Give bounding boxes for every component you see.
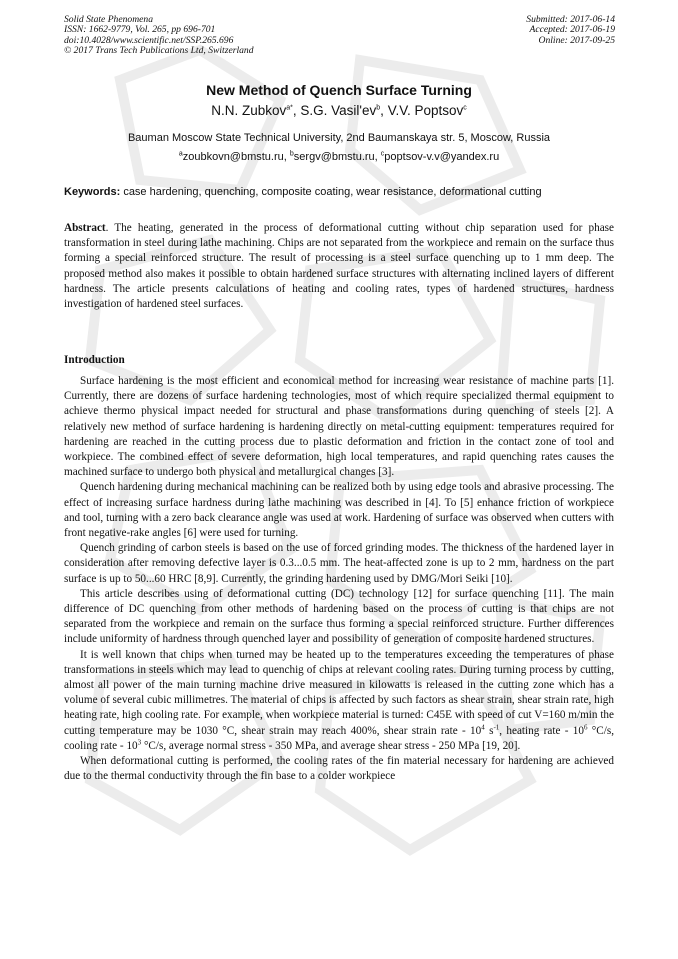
- abstract-text: . The heating, generated in the process of deformational cutting without chip separation used for phase transformation in steel during lathe machining. Chips are not separated from the workpiece and remain on the surface thus forming a special reinforced structure. The result of processing is a steel surface quenching up to 1 mm deep. The proposed method also makes it possible to obtain hardened surface structures with alternating inclined layers of different hardness. The article presents calculations of heating and cooling rates, types of hardened structures, hardness investigation of hardened steel surfaces.: [64, 222, 614, 311]
- author-name: V.V. Poptsov: [387, 103, 464, 118]
- email-separator: ,: [374, 151, 381, 163]
- email-sup: a: [178, 150, 183, 158]
- paragraph: Quench grinding of carbon steels is based on the use of forced grinding modes. The thickness of the hardened layer in consideration after removing defective layer is 0.3...0.5 mm. The heat-affected zone is up to 2 mm, hardness on the part surface is up to 50...60 HRC [8,9]. Currently, the grinding hardening used by DMG/Mori Seiki [10].: [64, 542, 614, 585]
- email-address[interactable]: zoubkovn@bmstu.ru: [182, 151, 284, 163]
- email-address[interactable]: poptsov-v.v@yandex.ru: [384, 151, 500, 163]
- paragraph: Surface hardening is the most efficient and economical method for increasing wear resistance of machine parts [1]. Currently, there are dozens of surface hardening technologies, most of which require specialized thermal equipment to achieve thermo physical impact needed for structural and phase transformations during quenching of steels [2]. A relatively new method of surface hardening is hardening directly on metal-cutting equipment: temperatures required for hardening are reached in the cutting process due to plastic deformation and friction in the contact zone of tool and workpiece. The combined effect of severe deformation, high local temperatures, and rapid quenching rates causes the machined surface to undergo both physical and metallurgical changes [3].: [64, 375, 614, 479]
- author-separator: ,: [380, 103, 388, 118]
- paragraph: [64, 648, 614, 754]
- abstract: [64, 221, 614, 312]
- author-name: S.G. Vasil'ev: [300, 103, 377, 118]
- issn: ISSN: 1662-9779, Vol. 265, pp 696-701: [64, 24, 216, 36]
- text-run: s: [484, 724, 494, 737]
- email-list: [0, 151, 678, 163]
- paper-title: New Method of Quench Surface Turning: [206, 82, 472, 98]
- keywords-label: Keywords:: [64, 186, 121, 198]
- author-list: [0, 103, 678, 118]
- author-name: N.N. Zubkov: [211, 103, 287, 118]
- email-address[interactable]: sergv@bmstu.ru: [293, 151, 375, 163]
- journal-info: [64, 15, 254, 57]
- paragraph: When deformational cutting is performed, the cooling rates of the fin material necessary for hardening are achieved due to the thermal conductivity through the fin base to a colder workpiece: [64, 755, 614, 783]
- superscript: -1: [493, 722, 500, 731]
- email-sup: b: [289, 150, 294, 158]
- superscript: 4: [481, 722, 485, 731]
- text-run: °C/s, average normal stress - 350 MPa, and average shear stress - 250 MPa [19, 20].: [141, 739, 521, 752]
- keywords: [64, 186, 624, 198]
- affiliation: Bauman Moscow State Technical University, 2nd Baumanskaya str. 5, Moscow, Russia: [127, 132, 551, 144]
- text-run: , heating rate - 10: [499, 724, 584, 737]
- text-run: It is well known that chips when turned may be heated up to the temperatures exceeding the temperatures of phase transformations in steels which may lead to quenchig of chips at relevant cooling rates. During turning process by cutting, almost all power of the main turning machine drive measured in kilowatts is released in the cutting zone which has a volume of several cubic millimetres. The material of chips is affected by such factors as shear strain, shear strain rate, high heating rate, high cooling rate. For example, when workpiece material is turned: C45E with speed of cut V=160 m/min the cutting temperature may be 1030 °C, shear strain may reach 400%, shear strain rate - 10: [64, 648, 614, 737]
- email-sup: c: [380, 150, 385, 158]
- copyright: © 2017 Trans Tech Publications Ltd, Switzerland: [64, 45, 254, 57]
- paragraph: Quench hardening during mechanical machining can be realized both by using edge tools and abrasive processing. The effect of increasing surface hardness during lathe machining was described in [4]. To [5] enhance friction of workpiece and tool, turning with a zero back clearance angle was used at work. Hardening of surface was observed when cutters with front negative-rake angles [6] were used for turning.: [64, 481, 614, 540]
- superscript: 6: [583, 722, 588, 731]
- section-heading: Introduction: [64, 354, 125, 366]
- author-sup: a*: [286, 104, 293, 112]
- doi: doi:10.4028/www.scientific.net/SSP.265.696: [64, 34, 234, 46]
- email-separator: ,: [283, 151, 290, 163]
- keywords-text: case hardening, quenching, composite coating, wear resistance, deformational cutting: [123, 186, 542, 198]
- dates-info: [526, 15, 615, 46]
- author-sup: c: [463, 104, 467, 112]
- journal-name: Solid State Phenomena: [64, 14, 153, 25]
- author-sup: b: [376, 104, 381, 112]
- submitted-date: Submitted: 2017-06-14: [526, 14, 615, 25]
- accepted-date: Accepted: 2017-06-19: [529, 24, 615, 36]
- paragraph: This article describes using of deformational cutting (DC) technology [12] for surface quenching [11]. The main difference of DC quenching from other methods of hardening based on the process of cutting is that chips are not separated from the workpiece and remain on the surface thus forming a special reinforced structure. Further differences include uniformity of hardness through quenched layer and possibility of generation of composite hardened structures.: [64, 587, 614, 646]
- abstract-label: Abstract: [64, 222, 106, 234]
- text-run: °C/s, cooling rate - 10: [64, 724, 615, 752]
- online-date: Online: 2017-09-25: [538, 34, 615, 46]
- introduction-body: [64, 374, 614, 784]
- author-separator: ,: [292, 103, 301, 118]
- superscript: 3: [137, 738, 142, 747]
